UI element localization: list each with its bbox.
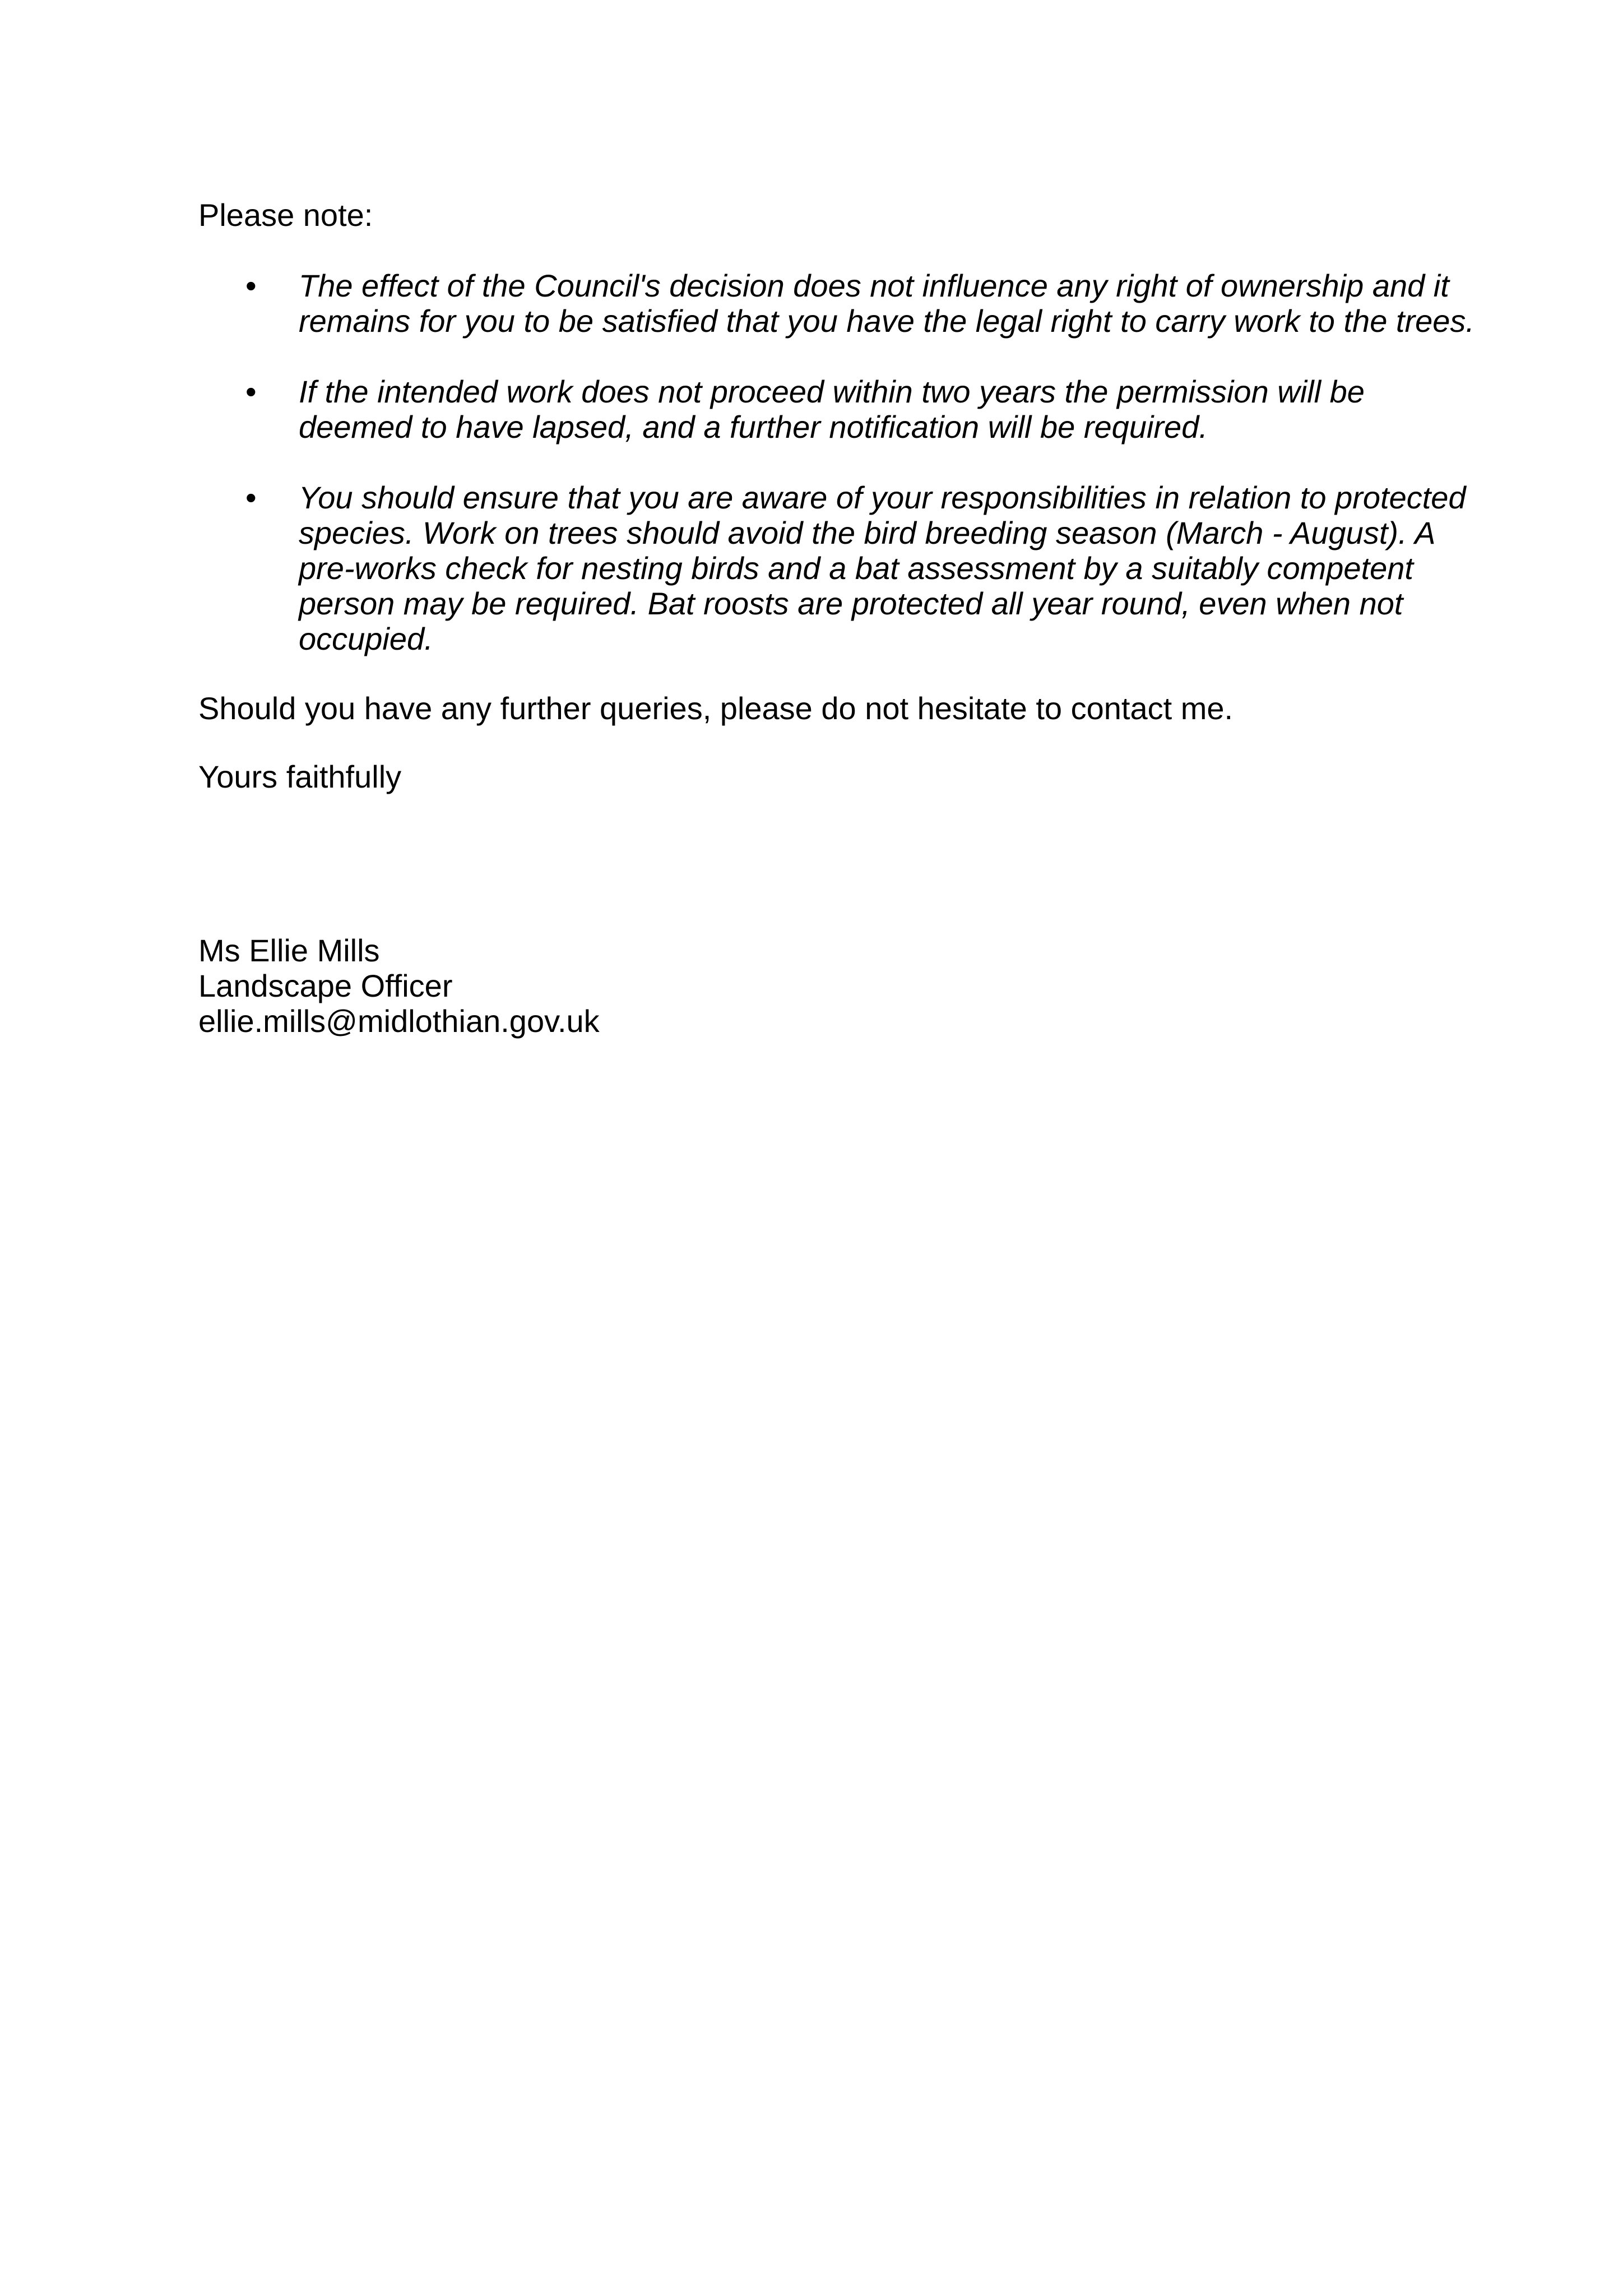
sign-off: Yours faithfully [198,759,402,794]
closing-line: Should you have any further queries, please do not hesitate to contact me. [198,691,1234,726]
note-ownership [198,268,1476,339]
bullet-icon: • [245,480,257,515]
note-text: You should ensure that you are aware of your responsibilities in relation to protected species. Work on trees should avoid the bird breeding season (March - August). A pre-works check for nesting birds and a bat assessment by a suitably competent person may be required. Bat roosts are protected all year round, even when not occupied. [299,480,1466,656]
bullet-icon: • [245,374,257,409]
note-protected-species [198,480,1476,656]
signatory-title: Landscape Officer [198,968,453,1003]
note-text: The effect of the Council's decision does not influence any right of ownership and it remains for you to be satisfied that you have the legal right to carry work to the trees. [299,268,1474,339]
note-lapse [198,374,1476,445]
signatory-name: Ms Ellie Mills [198,933,380,968]
note-text: If the intended work does not proceed within two years the permission will be deemed to have lapsed, and a further notification will be required. [299,374,1365,445]
signature-block [198,933,600,1039]
bullet-icon: • [245,268,257,303]
note-heading: Please note: [198,197,373,233]
notes-list [198,268,1476,692]
signatory-email: ellie.mills@midlothian.gov.uk [198,1003,600,1039]
